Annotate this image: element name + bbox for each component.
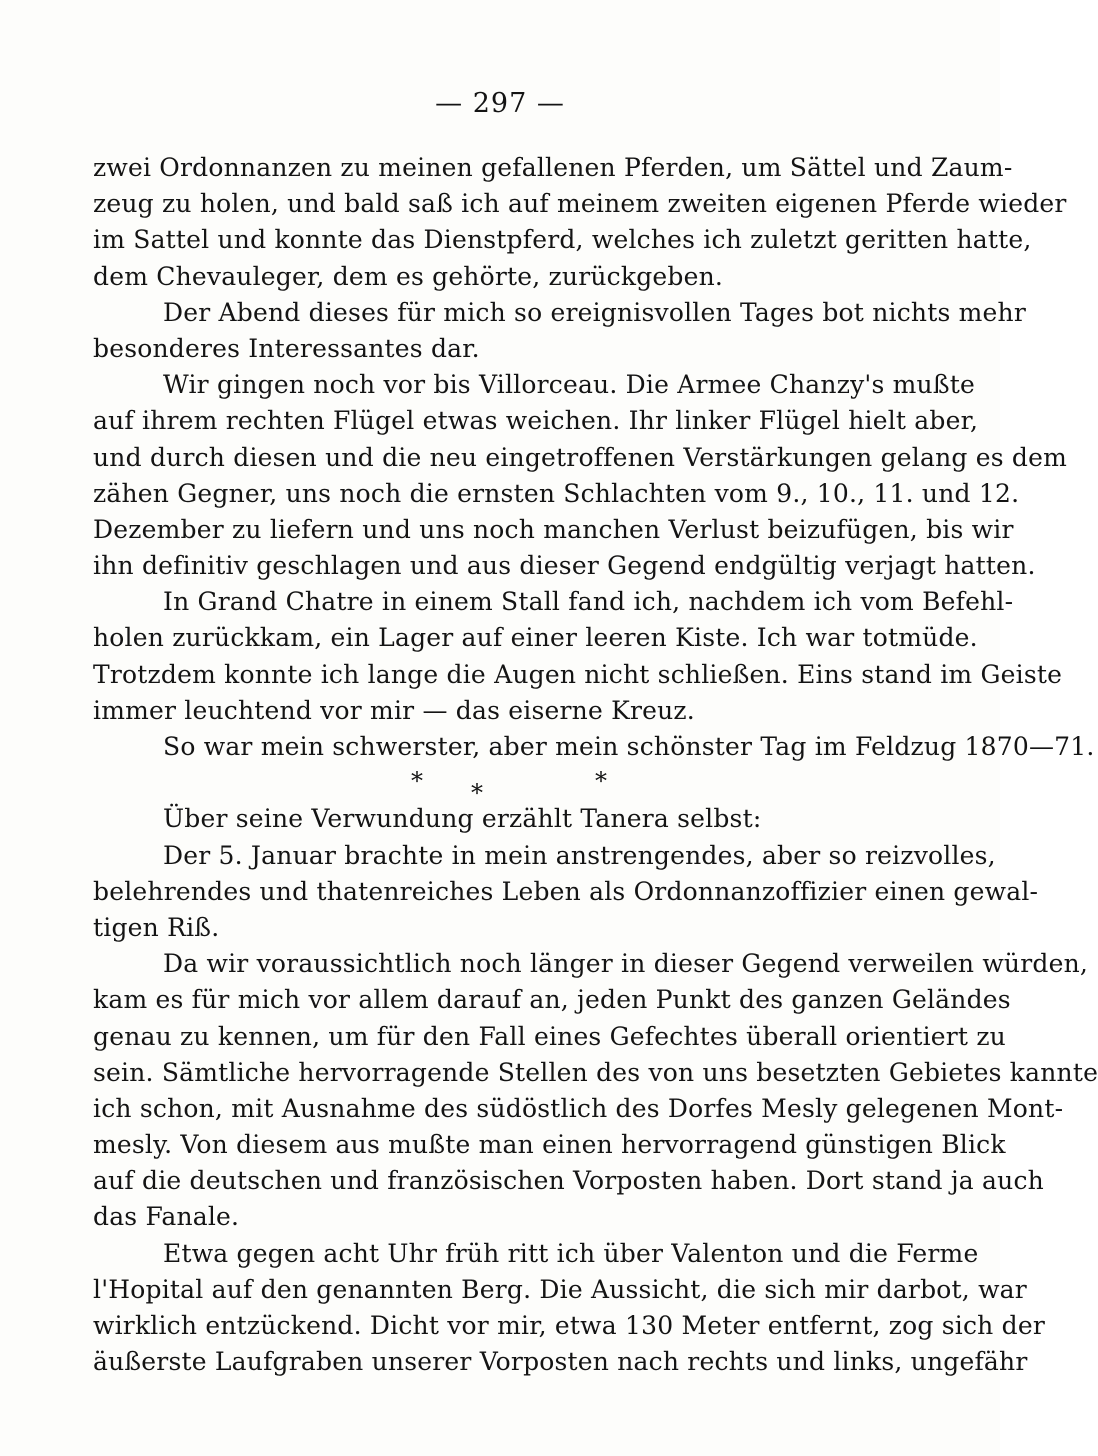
text-line: belehrendes und thatenreiches Leben als Ordonnanzoffizier einen gewal- [93, 876, 1039, 906]
separator-star: * [471, 779, 484, 808]
text-line: ihn definitiv geschlagen und aus dieser Gegend endgültig verjagt hatten. [93, 551, 1036, 581]
text-line: tigen Riß. [93, 912, 220, 942]
text-line: Über seine Verwundung erzählt Tanera selbst: [163, 804, 762, 834]
text-line: besonderes Interessantes dar. [93, 333, 480, 363]
text-line: kam es für mich vor allem darauf an, jeden Punkt des ganzen Geländes [93, 985, 1011, 1015]
text-line: äußerste Laufgraben unserer Vorposten nach rechts und links, ungefähr [93, 1347, 1028, 1377]
text-line: Da wir voraussichtlich noch länger in dieser Gegend verweilen würden, [163, 949, 1089, 979]
text-line: wirklich entzückend. Dicht vor mir, etwa 130 Meter entfernt, zog sich der [93, 1311, 1045, 1340]
text-line: Etwa gegen acht Uhr früh ritt ich über Valenton und die Ferme [163, 1238, 979, 1268]
separator-star: * [595, 767, 608, 796]
text-line: In Grand Chatre in einem Stall fand ich, nachdem ich vom Befehl- [163, 587, 1014, 617]
text-line: auf ihrem rechten Flügel etwas weichen. Ihr linker Flügel hielt aber, [93, 406, 979, 436]
section-separator [93, 765, 893, 808]
text-line: zähen Gegner, uns noch die ernsten Schlachten vom 9., 10., 11. und 12. [93, 478, 1020, 508]
text-line: ich schon, mit Ausnahme des südöstlich des Dorfes Mesly gelegenen Mont- [93, 1093, 1064, 1123]
text-line: immer leuchtend vor mir — das eiserne Kreuz. [93, 695, 695, 725]
separator-star: * [411, 767, 424, 796]
text-line: holen zurückkam, ein Lager auf einer leeren Kiste. Ich war totmüde. [93, 623, 978, 653]
text-line: Der 5. Januar brachte in mein anstrengendes, aber so reizvolles, [163, 840, 996, 870]
text-line: dem Chevauleger, dem es gehörte, zurückgeben. [93, 261, 724, 291]
body-text [93, 150, 1098, 1380]
text-line: auf die deutschen und französischen Vorposten haben. Dort stand ja auch [93, 1166, 1044, 1196]
text-line: Dezember zu liefern und uns noch manchen Verlust beizufügen, bis wir [93, 514, 1014, 544]
text-line: zwei Ordonnanzen zu meinen gefallenen Pferden, um Sättel und Zaum- [93, 153, 1013, 182]
text-line: zeug zu holen, und bald saß ich auf meinem zweiten eigenen Pferde wieder [93, 189, 1067, 219]
text-line: das Fanale. [93, 1202, 240, 1232]
text-line: im Sattel und konnte das Dienstpferd, welches ich zuletzt geritten hatte, [93, 225, 1032, 255]
text-line: Wir gingen noch vor bis Villorceau. Die Armee Chanzy's mußte [163, 370, 975, 400]
text-line: mesly. Von diesem aus mußte man einen hervorragend günstigen Blick [93, 1130, 1006, 1160]
text-line: Der Abend dieses für mich so ereignisvollen Tages bot nichts mehr [163, 297, 1026, 327]
text-line: sein. Sämtliche hervorragende Stellen des von uns besetzten Gebietes kannte [93, 1057, 1098, 1087]
text-line: und durch diesen und die neu eingetroffenen Verstärkungen gelang es dem [93, 442, 1068, 472]
text-line: genau zu kennen, um für den Fall eines Gefechtes überall orientiert zu [93, 1021, 1006, 1051]
text-line: So war mein schwerster, aber mein schönster Tag im Feldzug 1870—71. [163, 732, 1095, 761]
text-line: Trotzdem konnte ich lange die Augen nicht schließen. Eins stand im Geiste [93, 659, 1063, 689]
text-line: l'Hopital auf den genannten Berg. Die Aussicht, die sich mir darbot, war [93, 1274, 1027, 1304]
page-number: — 297 — [435, 88, 565, 119]
